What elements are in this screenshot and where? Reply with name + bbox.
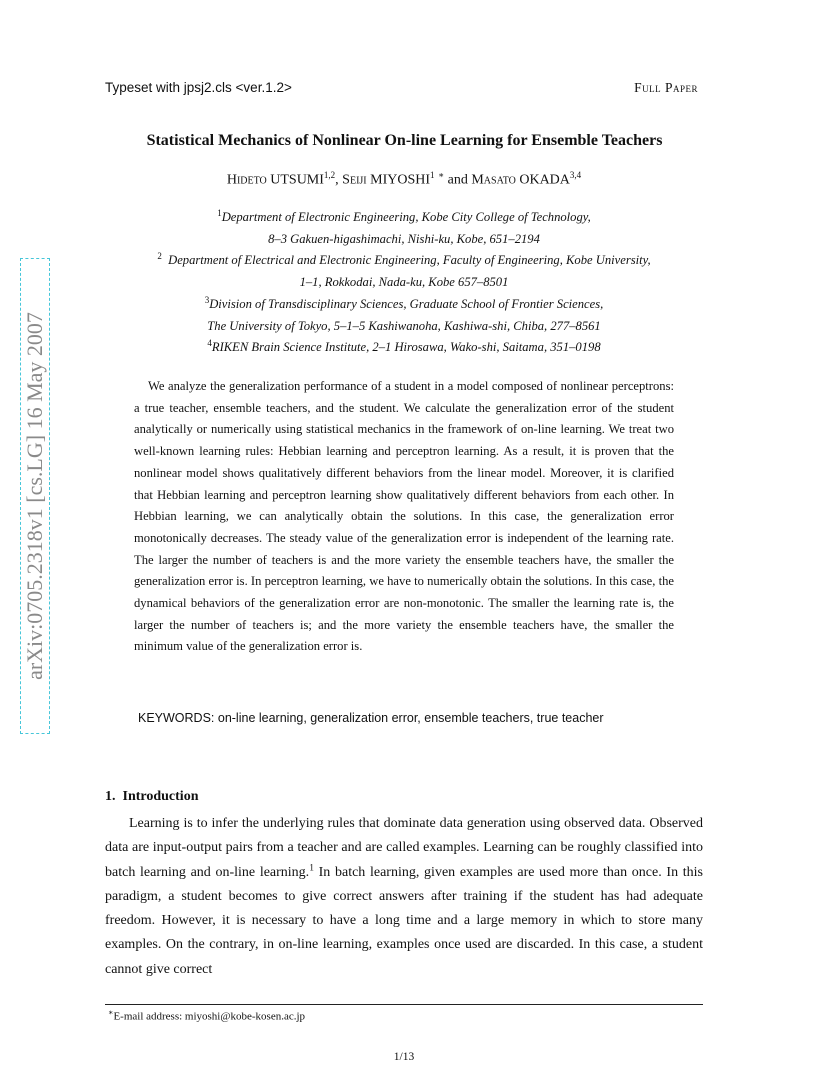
affiliation-number: 3	[204, 295, 210, 305]
author-name: Hideto UTSUMI	[226, 172, 324, 188]
footnote-mark: ∗	[438, 170, 445, 180]
section-title: Introduction	[122, 789, 199, 804]
paper-title-text: Statistical Mechanics of Nonlinear On-line Learning for Ensemble Teachers	[146, 132, 663, 149]
affiliation-number: 4	[207, 338, 212, 348]
affiliation-1	[0, 203, 808, 250]
affiliation-line: Department of Electronic Engineering, Kobe City College of Technology,	[221, 210, 591, 225]
affiliation-line: Division of Transdisciplinary Sciences, Graduate School of Frontier Sciences,	[209, 297, 604, 312]
page-number: 1/13	[393, 1051, 415, 1063]
intro-paragraph	[105, 812, 703, 982]
affiliation-line: Department of Electrical and Electronic Engineering, Faculty of Engineering, Kobe University,	[168, 253, 651, 268]
affiliation-line: 8–3 Gakuen-higashimachi, Nishi-ku, Kobe, 651–2194	[268, 231, 540, 246]
affiliation-number: 2	[157, 251, 162, 261]
section-number: 1.	[105, 789, 116, 804]
keywords: KEYWORDS: on-line learning, generalization error, ensemble teachers, true teacher	[138, 711, 604, 725]
intro-text: In batch learning, given examples are used more than once. In this paradigm, a student becomes to give correct answers after training if the student has had adequate freedom. However, it is necessary to have a long time and a large memory in which to store many examples. On the contrary, in on-line learning, examples once used are discarded. In this case, a student cannot give correct	[105, 864, 703, 977]
footnote-mark: ∗	[108, 1008, 114, 1017]
footnote	[108, 1008, 305, 1023]
author-list: Hideto UTSUMI$^{1,2}$, Seiji MIYOSHI$^1$ ∗ and Masato OKADA$^{3,4}$	[226, 170, 582, 188]
author-affil-sup: 1,2	[323, 170, 336, 180]
affiliation-4	[0, 333, 808, 359]
paper-title	[0, 132, 808, 150]
arxiv-identifier: arXiv:0705.2318v1 [cs.LG] 16 May 2007	[22, 312, 47, 680]
author-name: Masato OKADA	[471, 172, 570, 188]
affiliation-3	[0, 290, 808, 337]
author-conjunction: and	[447, 172, 468, 188]
affiliation-line: 1–1, Rokkodai, Nada-ku, Kobe 657–8501	[299, 274, 509, 289]
intro-text: Learning is to infer the underlying rules that dominate data generation using observed data. Observed data are input-output pairs from a teacher and are called examples. Learning can be roughly classified into batch learning and on-line learning.	[105, 816, 703, 880]
author-affil-sup: 3,4	[569, 170, 582, 180]
section-heading	[105, 789, 198, 805]
author-name: Seiji MIYOSHI	[342, 172, 431, 188]
affiliation-number: 1	[217, 208, 222, 218]
citation-ref[interactable]: 1	[309, 862, 314, 873]
running-header-right: Full Paper	[634, 80, 698, 95]
author-affil-sup: 1	[430, 170, 435, 180]
affiliation-line: RIKEN Brain Science Institute, 2–1 Hirosawa, Wako-shi, Saitama, 351–0198	[211, 340, 601, 355]
running-header-left: Typeset with jpsj2.cls <ver.1.2>	[105, 80, 292, 95]
abstract: We analyze the generalization performance of a student in a model composed of nonlinear perceptrons: a true teacher, ensemble teachers, and the student. We calculate the generalization error of the student analytically or numerically using statistical mechanics in the framework of on-line learning. We treat two well-known learning rules: Hebbian learning and perceptron learning. As a result, it is proven that the nonlinear model shows qualitatively different behaviors from the linear model. Moreover, it is clarified that Hebbian learning and perceptron learning show qualitatively different behaviors from each other. In Hebbian learning, we can analytically obtain the solutions. In this case, the generalization error monotonically decreases. The steady value of the generalization error is independent of the learning rate. The larger the number of teachers is and the more variety the ensemble teachers have, the smaller the generalization error is. In perceptron learning, we have to numerically obtain the solutions. In this case, the dynamical behaviors of the generalization error are non-monotonic. The smaller the learning rate is, the larger the number of teachers is; and the more variety the ensemble teachers have, the smaller the minimum value of the generalization error is.	[134, 379, 674, 654]
affiliation-2	[0, 246, 808, 293]
affiliation-line: The University of Tokyo, 5–1–5 Kashiwanoha, Kashiwa-shi, Chiba, 277–8561	[207, 318, 601, 333]
footnote-text: E-mail address: miyoshi@kobe-kosen.ac.jp	[113, 1010, 306, 1023]
footnote-rule	[105, 1004, 703, 1005]
